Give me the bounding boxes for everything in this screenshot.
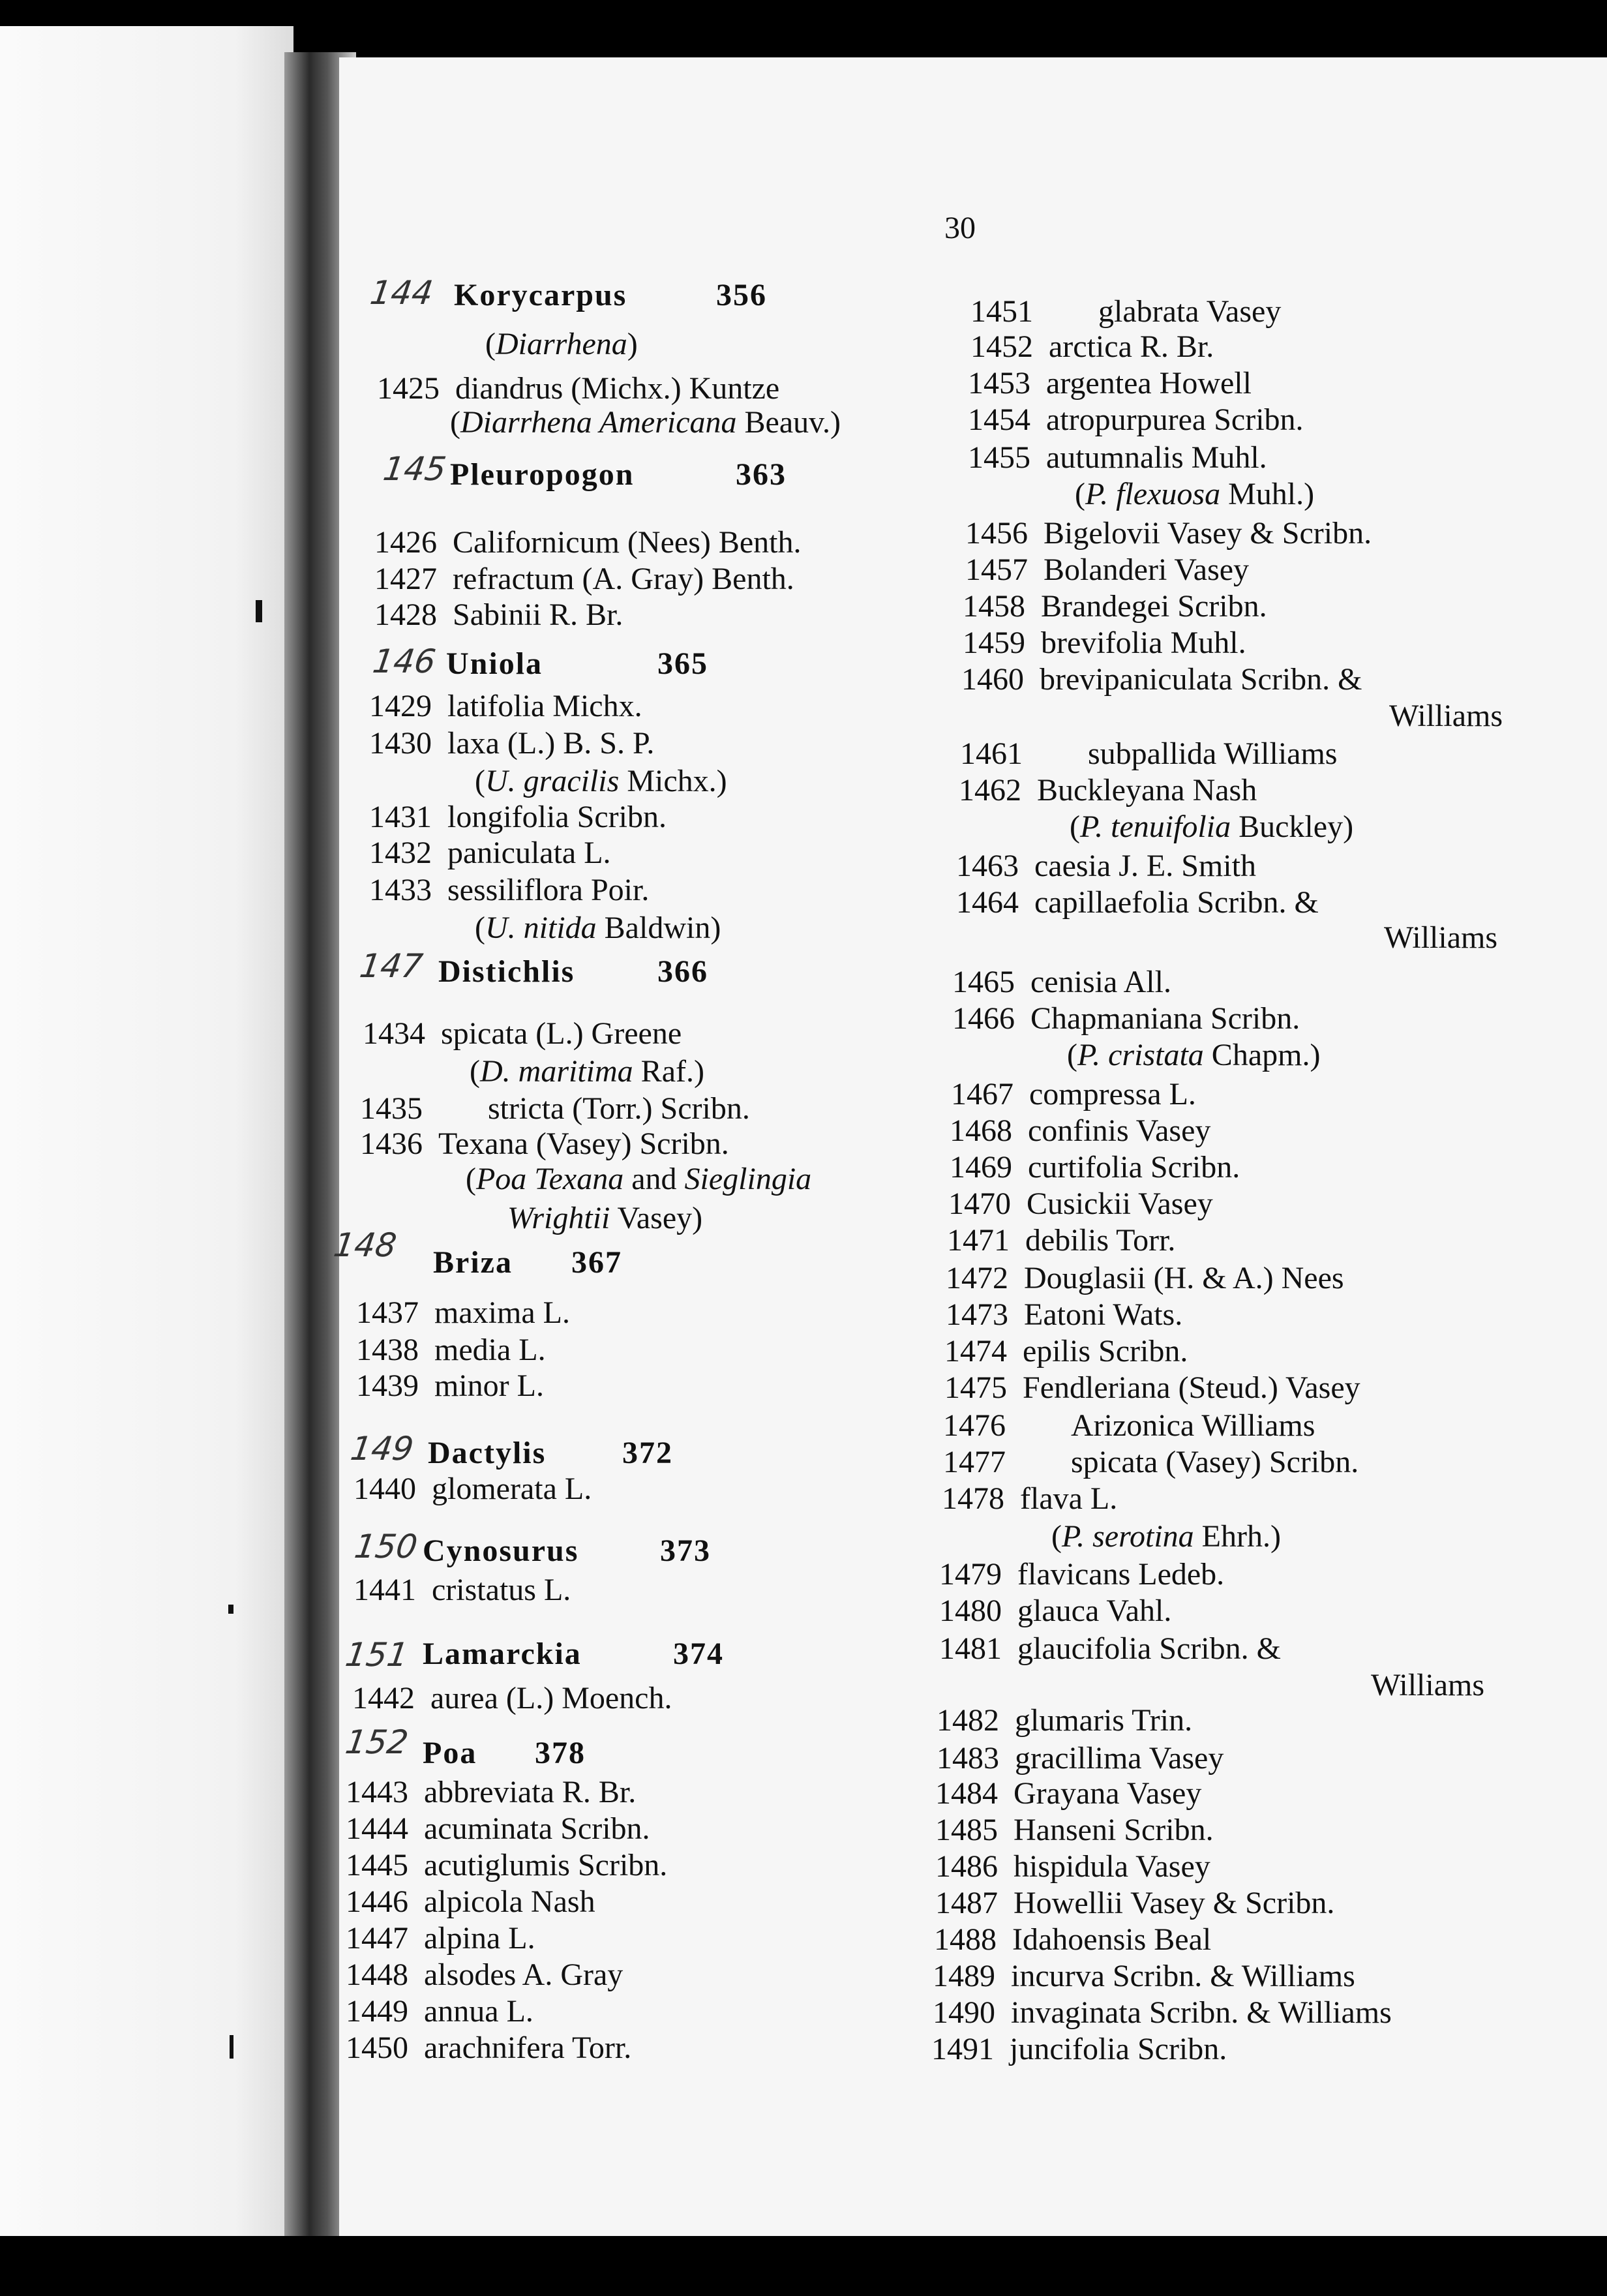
species-name: minor L.	[434, 1368, 544, 1403]
species-name: maxima L.	[434, 1295, 570, 1330]
handwritten-group-number: 146	[370, 642, 438, 680]
entry-number: 1447	[346, 1921, 408, 1956]
species-name: Eatoni Wats.	[1024, 1297, 1183, 1332]
scan-speck	[228, 1605, 233, 1614]
species-name: caesia J. E. Smith	[1034, 849, 1256, 883]
species-name: Grayana Vasey	[1014, 1776, 1202, 1811]
species-entry	[346, 2030, 631, 2066]
species-entry	[352, 1680, 672, 1716]
entry-number: 1488	[934, 1922, 997, 1957]
entry-number: 1435	[360, 1091, 423, 1126]
species-name: Buckleyana Nash	[1037, 773, 1257, 808]
species-entry	[369, 688, 642, 724]
species-entry	[374, 597, 623, 633]
species-name: Idahoensis Beal	[1012, 1922, 1212, 1957]
species-entry	[935, 1775, 1201, 1811]
entry-number: 1485	[935, 1813, 998, 1847]
entry-number: 1482	[937, 1703, 999, 1738]
species-name: annua L.	[424, 1994, 533, 2029]
entry-number: 1476	[943, 1408, 1006, 1443]
entry-number: 1449	[346, 1994, 408, 2029]
species-name: flava L.	[1020, 1481, 1118, 1516]
entry-number: 1464	[956, 885, 1019, 920]
species-name: Cusickii Vasey	[1027, 1186, 1213, 1221]
species-entry	[965, 515, 1372, 551]
species-name: Sabinii R. Br.	[453, 597, 623, 632]
species-entry	[960, 736, 1337, 772]
species-entry	[933, 1958, 1355, 1994]
species-entry	[356, 1368, 544, 1404]
entry-number: 1467	[951, 1077, 1014, 1111]
species-name: spicata (L.) Greene	[441, 1016, 682, 1051]
entry-number: 1459	[963, 626, 1025, 660]
species-entry	[944, 1333, 1188, 1369]
genus-page-reference: 366	[657, 954, 708, 989]
species-name: atropurpurea Scribn.	[1046, 402, 1304, 437]
species-name: Bolanderi Vasey	[1044, 552, 1250, 587]
entry-number: 1479	[939, 1557, 1002, 1592]
species-entry	[374, 524, 802, 560]
species-name: compressa L.	[1029, 1077, 1196, 1111]
species-name: refractum (A. Gray) Benth.	[453, 562, 794, 596]
synonym-italic-name: Diarrhena Americana	[460, 405, 737, 440]
entry-number: 1432	[369, 836, 432, 870]
species-entry	[970, 329, 1214, 365]
species-name: Brandegei Scribn.	[1041, 589, 1267, 624]
genus-page-reference: 373	[660, 1533, 711, 1568]
synonym-author: Vasey	[610, 1201, 693, 1235]
species-name: brevifolia Muhl.	[1041, 626, 1246, 660]
species-name: diandrus (Michx.) Kuntze	[455, 371, 780, 406]
synonym-italic-name: P. cristata	[1077, 1038, 1204, 1072]
entry-number: 1443	[346, 1775, 408, 1809]
entry-number: 1457	[965, 552, 1028, 587]
species-name: sessiliflora Poir.	[447, 873, 650, 907]
species-entry	[963, 625, 1246, 661]
species-name: confinis Vasey	[1028, 1113, 1211, 1148]
handwritten-group-number: 145	[380, 450, 449, 488]
species-name: latifolia Michx.	[447, 689, 642, 723]
entry-number: 1425	[377, 371, 440, 406]
species-name: Californicum (Nees) Benth.	[453, 525, 802, 560]
entry-number: 1426	[374, 525, 437, 560]
entry-number: 1471	[947, 1223, 1010, 1258]
entry-number: 1452	[970, 329, 1033, 364]
synonym-line: Wrightii Vasey)	[507, 1201, 703, 1235]
entry-number: 1439	[356, 1368, 419, 1403]
species-entry	[943, 1408, 1315, 1443]
entry-number: 1487	[935, 1886, 998, 1920]
author-continuation: Williams	[1384, 920, 1498, 955]
entry-number: 1442	[352, 1681, 415, 1715]
species-name: Fendleriana (Steud.) Vasey	[1023, 1370, 1360, 1405]
entry-number: 1454	[968, 402, 1030, 437]
synonym-italic-name: Diarrhena	[495, 327, 627, 361]
species-name: Hanseni Scribn.	[1014, 1813, 1214, 1847]
species-entry	[346, 1993, 533, 2029]
entry-number: 1473	[946, 1297, 1008, 1332]
genus-name: Cynosurus	[423, 1533, 579, 1568]
entry-number: 1484	[935, 1776, 998, 1811]
genus-page-reference: 363	[736, 457, 787, 492]
synonym-author: Raf.	[633, 1054, 694, 1089]
entry-number: 1429	[369, 689, 432, 723]
species-entry	[360, 1091, 750, 1126]
entry-number: 1480	[939, 1594, 1002, 1628]
species-entry	[951, 1076, 1196, 1112]
species-name: brevipaniculata Scribn. &	[1040, 662, 1362, 697]
species-name: invaginata Scribn. & Williams	[1011, 1995, 1392, 2030]
synonym-italic-name: U. gracilis	[485, 764, 620, 798]
species-entry	[346, 1774, 636, 1810]
species-name: glabrata Vasey	[1098, 294, 1282, 329]
synonym-italic-name: U. nitida	[485, 911, 597, 945]
species-entry	[353, 1572, 571, 1608]
entry-number: 1453	[968, 366, 1030, 400]
entry-number: 1428	[374, 597, 437, 632]
species-name: Howellii Vasey & Scribn.	[1014, 1886, 1335, 1920]
genus-page-reference: 365	[657, 646, 708, 681]
species-entry	[950, 1113, 1210, 1149]
synonym-line: (P. serotina Ehrh.)	[1051, 1519, 1281, 1554]
synonym-italic-name: Sieglingia	[684, 1162, 812, 1196]
entry-number: 1427	[374, 562, 437, 596]
species-name: acutiglumis Scribn.	[424, 1848, 668, 1882]
entry-number: 1433	[369, 873, 432, 907]
entry-number: 1437	[356, 1295, 419, 1330]
synonym-author: and	[623, 1162, 685, 1196]
genus-page-reference: 372	[622, 1436, 673, 1470]
species-entry	[346, 1920, 535, 1956]
species-name: arctica R. Br.	[1049, 329, 1214, 364]
species-entry	[961, 661, 1362, 697]
species-entry	[935, 1885, 1334, 1921]
entry-number: 1430	[369, 726, 432, 761]
genus-page-reference: 378	[535, 1736, 586, 1770]
species-name: Chapmaniana Scribn.	[1030, 1001, 1300, 1036]
species-entry	[346, 1847, 667, 1883]
species-entry	[950, 1149, 1240, 1185]
synonym-line: (P. flexuosa Muhl.)	[1075, 477, 1315, 511]
entry-number: 1431	[369, 800, 432, 834]
synonym-author: Ehrh.	[1194, 1519, 1270, 1554]
species-name: incurva Scribn. & Williams	[1011, 1959, 1355, 1993]
genus-page-reference: 356	[716, 278, 767, 312]
species-name: arachnifera Torr.	[424, 2031, 632, 2065]
entry-number: 1458	[963, 589, 1025, 624]
synonym-author: Chapm.	[1203, 1038, 1310, 1072]
species-name: subpallida Williams	[1088, 736, 1338, 771]
species-entry	[346, 1884, 595, 1920]
synonym-author: Buckley	[1231, 809, 1344, 844]
synonym-italic-name: P. serotina	[1061, 1519, 1194, 1554]
species-name: debilis Torr.	[1025, 1223, 1176, 1258]
entry-number: 1474	[944, 1334, 1007, 1368]
synonym-italic-name: D. maritima	[479, 1054, 633, 1089]
species-name: curtifolia Scribn.	[1028, 1150, 1240, 1185]
genus-name: Uniola	[446, 646, 543, 681]
species-entry	[952, 1001, 1300, 1036]
entry-number: 1434	[363, 1016, 425, 1051]
species-entry	[356, 1295, 570, 1331]
species-name: longifolia Scribn.	[447, 800, 667, 834]
scan-speck	[230, 2035, 233, 2059]
species-name: flavicans Ledeb.	[1017, 1557, 1225, 1592]
entry-number: 1456	[965, 516, 1028, 551]
genus-name: Korycarpus	[454, 278, 627, 312]
entry-number: 1481	[939, 1631, 1002, 1666]
species-name: Arizonica Williams	[1071, 1408, 1315, 1443]
species-entry	[934, 1922, 1211, 1957]
entry-number: 1477	[943, 1445, 1006, 1479]
species-name: juncifolia Scribn.	[1010, 2032, 1227, 2066]
species-entry	[970, 294, 1281, 329]
entry-number: 1490	[933, 1995, 995, 2030]
species-entry	[369, 799, 667, 835]
genus-name: Poa	[423, 1736, 477, 1770]
species-entry	[965, 552, 1249, 588]
species-entry	[943, 1444, 1359, 1480]
entry-number: 1465	[952, 965, 1015, 999]
species-name: paniculata L.	[447, 836, 611, 870]
species-entry	[939, 1631, 1281, 1667]
genus-name: Distichlis	[438, 954, 575, 989]
species-name: argentea Howell	[1046, 366, 1252, 400]
handwritten-group-number: 152	[342, 1723, 411, 1761]
entry-number: 1441	[353, 1573, 416, 1607]
synonym-italic-name: Wrightii	[507, 1201, 610, 1235]
species-name: cristatus L.	[432, 1573, 571, 1607]
entry-number: 1469	[950, 1150, 1012, 1185]
species-name: Texana (Vasey) Scribn.	[438, 1126, 729, 1161]
species-entry	[968, 440, 1267, 476]
species-name: spicata (Vasey) Scribn.	[1071, 1445, 1359, 1479]
synonym-line: (Poa Texana and Sieglingia	[466, 1162, 812, 1196]
left-page-edge	[0, 26, 293, 2296]
species-name: epilis Scribn.	[1023, 1334, 1188, 1368]
handwritten-group-number: 144	[367, 274, 436, 312]
synonym-line: (P. cristata Chapm.)	[1067, 1038, 1321, 1072]
page-number: 30	[944, 211, 976, 245]
entry-number: 1444	[346, 1811, 408, 1846]
author-continuation: Williams	[1371, 1668, 1485, 1702]
species-name: alpicola Nash	[424, 1884, 595, 1919]
synonym-line: (Diarrhena)	[485, 327, 638, 361]
species-entry	[944, 1370, 1360, 1406]
scan-bottom-edge	[0, 2236, 1607, 2296]
species-name: stricta (Torr.) Scribn.	[488, 1091, 750, 1126]
synonym-author: Muhl.	[1220, 477, 1304, 511]
species-entry	[939, 1593, 1171, 1629]
synonym-line: (D. maritima Raf.)	[470, 1054, 704, 1089]
species-entry	[963, 588, 1267, 624]
synonym-author: Baldwin	[596, 911, 711, 945]
species-name: acuminata Scribn.	[424, 1811, 650, 1846]
genus-page-reference: 374	[673, 1637, 724, 1671]
entry-number: 1486	[935, 1849, 998, 1884]
species-entry	[959, 772, 1257, 808]
species-name: gracillima Vasey	[1015, 1741, 1224, 1775]
species-entry	[939, 1556, 1224, 1592]
species-entry	[369, 835, 611, 871]
species-name: capillaefolia Scribn. &	[1034, 885, 1319, 920]
entry-number: 1450	[346, 2031, 408, 2065]
entry-number: 1478	[942, 1481, 1004, 1516]
entry-number: 1438	[356, 1333, 419, 1367]
synonym-italic-name: Poa Texana	[475, 1162, 624, 1196]
entry-number: 1446	[346, 1884, 408, 1919]
entry-number: 1463	[956, 849, 1019, 883]
species-entry	[956, 884, 1319, 920]
species-name: hispidula Vasey	[1014, 1849, 1210, 1884]
species-entry	[937, 1740, 1224, 1776]
species-name: glomerata L.	[432, 1472, 592, 1506]
scan-speck	[256, 600, 262, 622]
species-entry	[369, 725, 654, 761]
species-name: autumnalis Muhl.	[1046, 440, 1267, 475]
genus-name: Lamarckia	[423, 1637, 582, 1671]
species-entry	[933, 1995, 1392, 2031]
entry-number: 1483	[937, 1741, 999, 1775]
synonym-italic-name: P. tenuifolia	[1079, 809, 1231, 844]
entry-number: 1462	[959, 773, 1021, 808]
entry-number: 1491	[931, 2032, 994, 2066]
handwritten-group-number: 151	[342, 1636, 411, 1674]
synonym-line: (U. gracilis Michx.)	[475, 764, 727, 798]
entry-number: 1489	[933, 1959, 995, 1993]
species-entry	[369, 872, 649, 908]
species-entry	[931, 2031, 1227, 2067]
species-entry	[360, 1126, 729, 1162]
handwritten-group-number: 147	[357, 947, 425, 985]
species-entry	[937, 1702, 1192, 1738]
species-entry	[377, 370, 779, 406]
species-entry	[935, 1849, 1210, 1884]
species-entry	[356, 1332, 546, 1368]
entry-number: 1445	[346, 1848, 408, 1882]
species-name: Douglasii (H. & A.) Nees	[1024, 1261, 1344, 1295]
species-name: media L.	[434, 1333, 546, 1367]
entry-number: 1460	[961, 662, 1024, 697]
species-entry	[946, 1297, 1182, 1333]
species-name: Bigelovii Vasey & Scribn.	[1044, 516, 1372, 551]
synonym-line: (P. tenuifolia Buckley)	[1070, 809, 1354, 844]
entry-number: 1475	[944, 1370, 1007, 1405]
species-entry	[968, 402, 1304, 438]
synonym-line: (Diarrhena Americana Beauv.)	[450, 405, 841, 440]
species-entry	[952, 964, 1171, 1000]
entry-number: 1468	[950, 1113, 1012, 1148]
species-entry	[346, 1957, 623, 1993]
species-entry	[948, 1186, 1213, 1222]
species-name: abbreviata R. Br.	[424, 1775, 637, 1809]
species-name: aurea (L.) Moench.	[430, 1681, 672, 1715]
species-entry	[363, 1016, 682, 1051]
species-entry	[374, 561, 794, 597]
entry-number: 1436	[360, 1126, 423, 1161]
handwritten-group-number: 148	[331, 1226, 399, 1264]
species-name: laxa (L.) B. S. P.	[447, 726, 655, 761]
species-name: alpina L.	[424, 1921, 535, 1956]
entry-number: 1440	[353, 1472, 416, 1506]
species-entry	[947, 1222, 1175, 1258]
entry-number: 1470	[948, 1186, 1011, 1221]
species-name: alsodes A. Gray	[424, 1957, 623, 1992]
handwritten-group-number: 150	[352, 1528, 420, 1565]
author-continuation: Williams	[1389, 699, 1503, 733]
entry-number: 1451	[970, 294, 1033, 329]
species-name: glumaris Trin.	[1015, 1703, 1193, 1738]
entry-number: 1448	[346, 1957, 408, 1992]
species-name: glaucifolia Scribn. &	[1017, 1631, 1281, 1666]
synonym-author: Michx.	[619, 764, 717, 798]
species-entry	[346, 1811, 650, 1847]
synonym-author: Beauv.	[736, 405, 831, 440]
genus-name: Briza	[433, 1245, 513, 1280]
species-entry	[942, 1481, 1117, 1517]
synonym-italic-name: P. flexuosa	[1085, 477, 1221, 511]
entry-number: 1472	[946, 1261, 1008, 1295]
species-name: cenisia All.	[1030, 965, 1171, 999]
species-entry	[353, 1471, 592, 1507]
species-entry	[968, 365, 1252, 401]
entry-number: 1455	[968, 440, 1030, 475]
genus-page-reference: 367	[571, 1245, 622, 1280]
genus-name: Pleuropogon	[450, 457, 635, 492]
synonym-line: (U. nitida Baldwin)	[475, 911, 721, 945]
handwritten-group-number: 149	[348, 1430, 416, 1468]
genus-name: Dactylis	[428, 1436, 547, 1470]
entry-number: 1461	[960, 736, 1023, 771]
species-entry	[956, 848, 1256, 884]
species-entry	[946, 1260, 1344, 1296]
entry-number: 1466	[952, 1001, 1015, 1036]
species-name: glauca Vahl.	[1017, 1594, 1172, 1628]
species-entry	[935, 1812, 1214, 1848]
